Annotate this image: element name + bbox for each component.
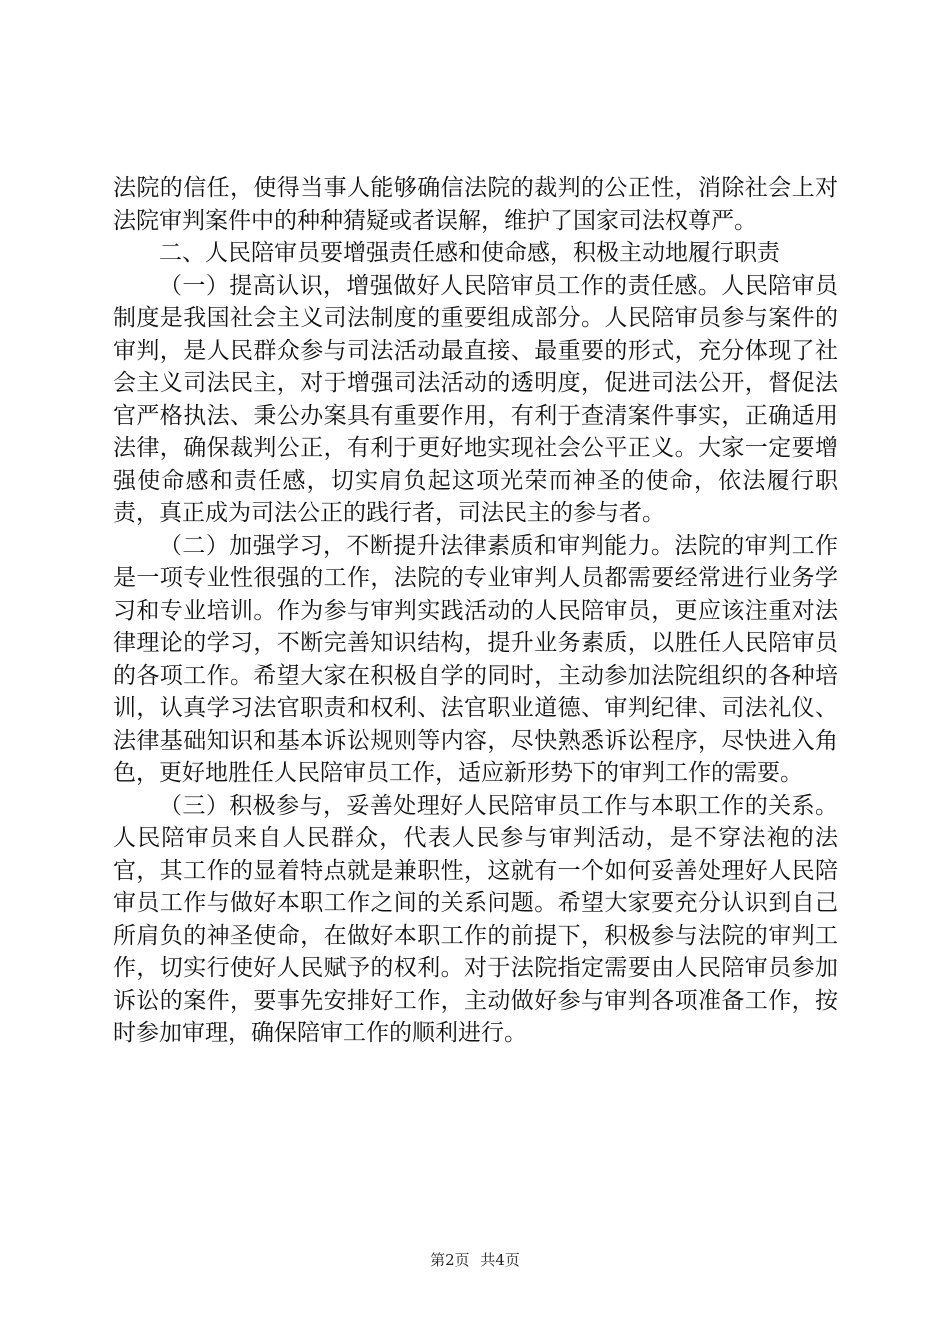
- page-total: 共4页: [480, 1251, 520, 1269]
- paragraph-item-2: （二）加强学习，不断提升法律素质和审判能力。法院的审判工作是一项专业性很强的工作，法院的专业审判人员都需要经常进行业务学习和专业培训。作为参与审判实践活动的人民陪审员，更应该注重对法律理论的学习，不断完善知识结构，提升业务素质，以胜任人民陪审员的各项工作。希望大家在积极自学的同时，主动参加法院组织的各种培训，认真学习法官职责和权利、法官职业道德、审判纪律、司法礼仪、法律基础知识和基本诉讼规则等内容，尽快熟悉诉讼程序，尽快进入角色，更好地胜任人民陪审员工作，适应新形势下的审判工作的需要。: [113, 532, 838, 786]
- page-number: 第2页: [430, 1251, 470, 1269]
- page-footer: [0, 1249, 950, 1270]
- paragraph-continuation: 法院的信任，使得当事人能够确信法院的裁判的公正性，消除社会上对法院审判案件中的种种猜疑或者误解，维护了国家司法权尊严。: [113, 175, 838, 234]
- paragraph-item-3: （三）积极参与，妥善处理好人民陪审员工作与本职工作的关系。人民陪审员来自人民群众，代表人民参与审判活动，是不穿法袍的法官，其工作的显着特点就是兼职性，这就有一个如何妥善处理好人民陪审员工作与做好本职工作之间的关系问题。希望大家要充分认识到自己所肩负的神圣使命，在做好本职工作的前提下，积极参与法院的审判工作，切实行使好人民赋予的权利。对于法院指定需要由人民陪审员参加诉讼的案件，要事先安排好工作，主动做好参与审判各项准备工作，按时参加审理，确保陪审工作的顺利进行。: [113, 792, 838, 1046]
- section-heading: 二、人民陪审员要增强责任感和使命感，积极主动地履行职责: [159, 240, 780, 266]
- document-body: [113, 172, 838, 1050]
- paragraph-item-1: （一）提高认识，增强做好人民陪审员工作的责任感。人民陪审员制度是我国社会主义司法制度的重要组成部分。人民陪审员参与案件的审判，是人民群众参与司法活动最直接、最重要的形式，充分体现了社会主义司法民主，对于增强司法活动的透明度，促进司法公开，督促法官严格执法、秉公办案具有重要作用，有利于查清案件事实，正确适用法律，确保裁判公正，有利于更好地实现社会公平正义。大家一定要增强使命感和责任感，切实肩负起这项光荣而神圣的使命，依法履行职责，真正成为司法公正的践行者，司法民主的参与者。: [113, 272, 838, 526]
